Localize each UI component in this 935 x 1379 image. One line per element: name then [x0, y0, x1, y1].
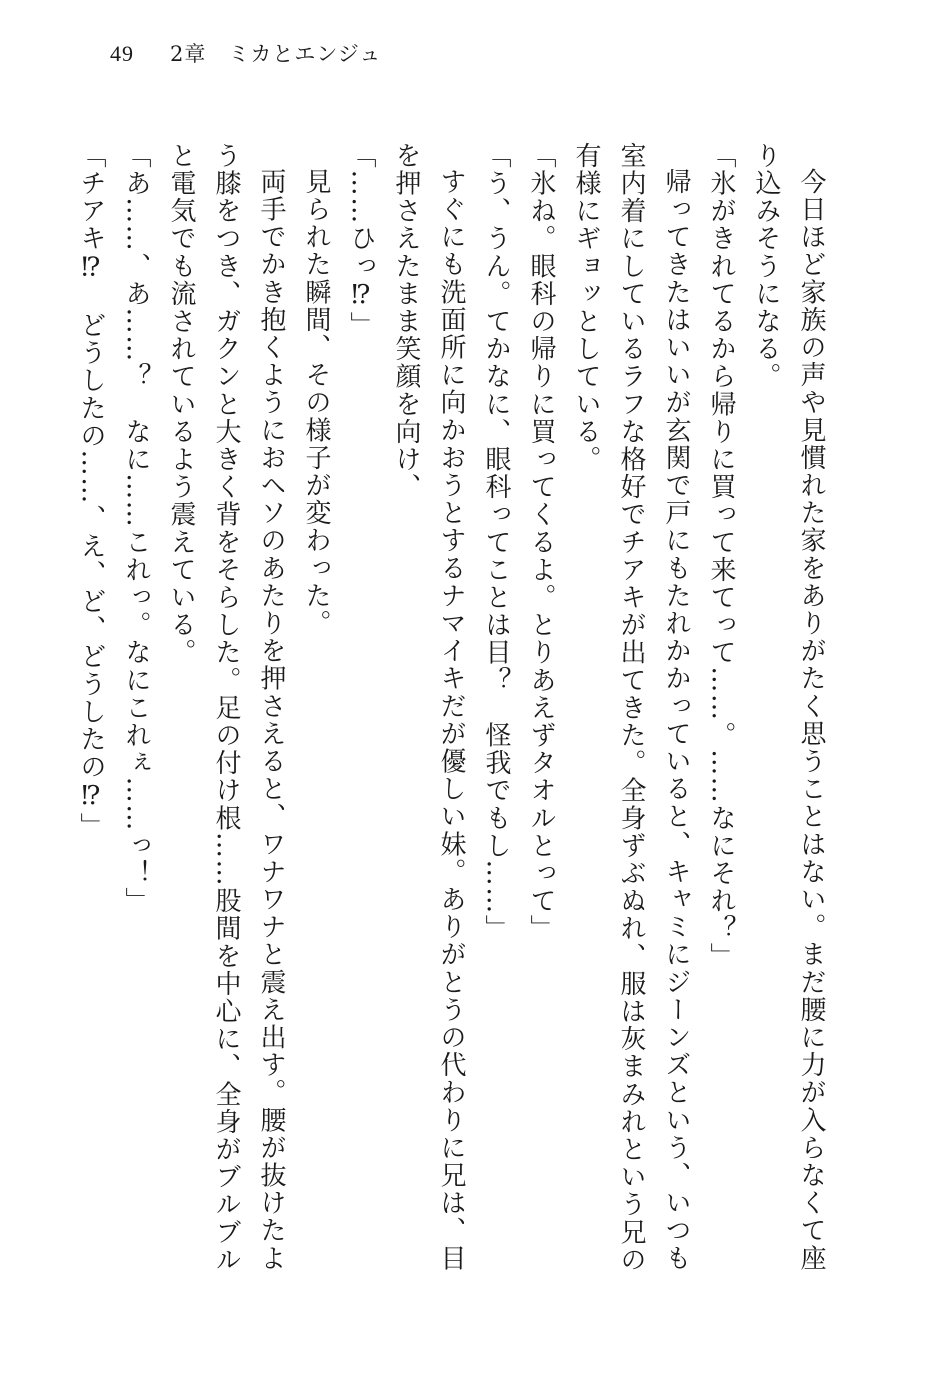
paragraph: 「氷ね。眼科の帰りに買ってくるよ。とりあえずタオルとって」	[526, 142, 556, 943]
paragraph: 帰ってきたはいいが玄関で戸にもたれかかっていると、キャミにジーンズという、いつも室内着にしているラフな格好でチアキが出てきた。全身ずぶぬれ、服は灰まみれという兄の有様にギョッとしている。	[571, 142, 691, 1274]
paragraph: 両手でかき抱くようにおヘソのあたりを押さえると、ワナワナと震え出す。腰が抜けたよう膝をつき、ガクンと大きく背をそらした。足の付け根……股間を中心に、全身がブルブルと電気でも流されているよう震えている。	[166, 142, 286, 1274]
page-number: 49	[110, 41, 134, 66]
running-header	[110, 38, 381, 68]
paragraph: 「氷がきれてるから帰りに買って来てって……。……なにそれ？」	[706, 142, 736, 970]
paragraph: 見られた瞬間、その様子が変わった。	[301, 168, 331, 638]
paragraph: 「……ひっ⁉」	[346, 142, 376, 340]
vertical-text-body	[76, 142, 833, 1282]
paragraph: 「チアキ⁉ どうしたの……、え、ど、どうしたの⁉」	[76, 142, 106, 840]
paragraph: すぐにも洗面所に向かおうとするナマイキだが優しい妹。ありがとうの代わりに兄は、目を押さえたまま笑顔を向け、	[391, 142, 466, 1272]
chapter-title: 2章 ミカとエンジュ	[170, 42, 382, 66]
paragraph: 今日ほど家族の声や見慣れた家をありがたく思うことはない。まだ腰に力が入らなくて座り込みそうになる。	[751, 142, 826, 1272]
paragraph: 「あ……、あ……？ なに……これっ。なにこれぇ……っ！」	[121, 142, 151, 915]
paragraph: 「う、うん。てかなに、眼科ってことは目？ 怪我でもし……」	[481, 142, 511, 943]
